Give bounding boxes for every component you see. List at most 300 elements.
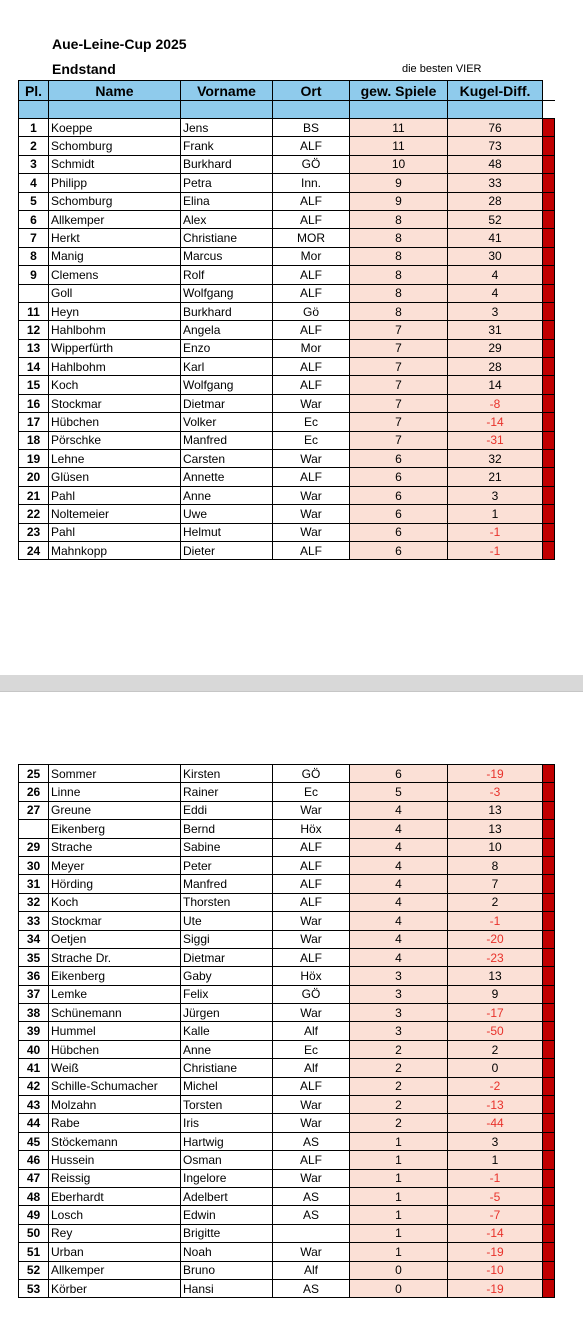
- vorname-cell: Christiane: [181, 1059, 273, 1077]
- place-cell: 40: [19, 1040, 49, 1058]
- place-cell: 19: [19, 450, 49, 468]
- diff-cell: 76: [448, 119, 543, 137]
- vorname-cell: Manfred: [181, 431, 273, 449]
- spiele-cell: 8: [350, 266, 448, 284]
- diff-cell: -20: [448, 930, 543, 948]
- red-marker: [543, 1132, 555, 1150]
- name-cell: Hübchen: [49, 413, 181, 431]
- red-marker: [543, 1279, 555, 1297]
- diff-cell: 73: [448, 137, 543, 155]
- red-marker: [543, 838, 555, 856]
- vorname-cell: Anne: [181, 486, 273, 504]
- ort-cell: War: [273, 1243, 350, 1261]
- table-row: [19, 856, 555, 874]
- standings-table-1: [18, 80, 555, 560]
- red-marker: [543, 431, 555, 449]
- diff-cell: 13: [448, 820, 543, 838]
- ort-cell: GÖ: [273, 155, 350, 173]
- col-header-name: Name: [49, 81, 181, 101]
- place-cell: 47: [19, 1169, 49, 1187]
- red-marker: [543, 376, 555, 394]
- table-row: [19, 930, 555, 948]
- spiele-cell: 7: [350, 376, 448, 394]
- name-cell: Pahl: [49, 486, 181, 504]
- place-cell: 20: [19, 468, 49, 486]
- page-subtitle: Endstand: [52, 61, 116, 77]
- table-row: [19, 1096, 555, 1114]
- name-cell: Sommer: [49, 765, 181, 783]
- name-cell: Linne: [49, 783, 181, 801]
- red-marker: [543, 820, 555, 838]
- diff-cell: 33: [448, 174, 543, 192]
- place-cell: 12: [19, 321, 49, 339]
- table-row: [19, 137, 555, 155]
- diff-cell: -19: [448, 1243, 543, 1261]
- place-cell: 23: [19, 523, 49, 541]
- red-marker: [543, 210, 555, 228]
- vorname-cell: Sabine: [181, 838, 273, 856]
- place-cell: 44: [19, 1114, 49, 1132]
- diff-cell: 7: [448, 875, 543, 893]
- diff-cell: -50: [448, 1022, 543, 1040]
- vorname-cell: Kirsten: [181, 765, 273, 783]
- table-row: [19, 1261, 555, 1279]
- diff-cell: -44: [448, 1114, 543, 1132]
- vorname-cell: Osman: [181, 1151, 273, 1169]
- name-cell: Körber: [49, 1279, 181, 1297]
- spiele-cell: 6: [350, 505, 448, 523]
- header-row: [19, 81, 555, 101]
- vorname-cell: Adelbert: [181, 1187, 273, 1205]
- table-row: [19, 505, 555, 523]
- name-cell: Weiß: [49, 1059, 181, 1077]
- table-row: [19, 210, 555, 228]
- vorname-cell: Volker: [181, 413, 273, 431]
- spiele-cell: 1: [350, 1224, 448, 1242]
- place-cell: 30: [19, 856, 49, 874]
- spiele-cell: 4: [350, 912, 448, 930]
- name-cell: Strache: [49, 838, 181, 856]
- name-cell: Greune: [49, 801, 181, 819]
- place-cell: 51: [19, 1243, 49, 1261]
- vorname-cell: Anne: [181, 1040, 273, 1058]
- table-row: [19, 192, 555, 210]
- name-cell: Hummel: [49, 1022, 181, 1040]
- red-marker: [543, 765, 555, 783]
- vorname-cell: Bruno: [181, 1261, 273, 1279]
- name-cell: Lemke: [49, 985, 181, 1003]
- place-cell: 2: [19, 137, 49, 155]
- name-cell: Eikenberg: [49, 967, 181, 985]
- place-cell: 21: [19, 486, 49, 504]
- diff-cell: -1: [448, 541, 543, 559]
- place-cell: 53: [19, 1279, 49, 1297]
- spiele-cell: 7: [350, 358, 448, 376]
- place-cell: 45: [19, 1132, 49, 1150]
- place-cell: 1: [19, 119, 49, 137]
- vorname-cell: Edwin: [181, 1206, 273, 1224]
- ort-cell: Ec: [273, 431, 350, 449]
- spiele-cell: 0: [350, 1261, 448, 1279]
- ort-cell: War: [273, 486, 350, 504]
- diff-cell: 9: [448, 985, 543, 1003]
- name-cell: Hörding: [49, 875, 181, 893]
- spiele-cell: 7: [350, 339, 448, 357]
- place-cell: 16: [19, 394, 49, 412]
- spiele-cell: 4: [350, 875, 448, 893]
- vorname-cell: Christiane: [181, 229, 273, 247]
- name-cell: Hübchen: [49, 1040, 181, 1058]
- name-cell: Glüsen: [49, 468, 181, 486]
- red-marker: [543, 229, 555, 247]
- spiele-cell: 4: [350, 930, 448, 948]
- vorname-cell: Dieter: [181, 541, 273, 559]
- place-cell: 9: [19, 266, 49, 284]
- table-row: [19, 229, 555, 247]
- vorname-cell: Rainer: [181, 783, 273, 801]
- diff-cell: -23: [448, 948, 543, 966]
- red-marker: [543, 1114, 555, 1132]
- ort-cell: War: [273, 1096, 350, 1114]
- diff-cell: -10: [448, 1261, 543, 1279]
- name-cell: Hussein: [49, 1151, 181, 1169]
- vorname-cell: Marcus: [181, 247, 273, 265]
- vorname-cell: Noah: [181, 1243, 273, 1261]
- red-marker: [543, 321, 555, 339]
- name-cell: Losch: [49, 1206, 181, 1224]
- diff-cell: -3: [448, 783, 543, 801]
- place-cell: 46: [19, 1151, 49, 1169]
- table-row: [19, 376, 555, 394]
- red-marker: [543, 1004, 555, 1022]
- ort-cell: Mor: [273, 247, 350, 265]
- name-cell: Heyn: [49, 302, 181, 320]
- table-row: [19, 119, 555, 137]
- diff-cell: 14: [448, 376, 543, 394]
- diff-cell: 31: [448, 321, 543, 339]
- red-marker: [543, 856, 555, 874]
- spiele-cell: 9: [350, 174, 448, 192]
- vorname-cell: Manfred: [181, 875, 273, 893]
- place-cell: 31: [19, 875, 49, 893]
- ort-cell: [273, 1224, 350, 1242]
- name-cell: Allkemper: [49, 1261, 181, 1279]
- table-row: [19, 801, 555, 819]
- place-cell: 49: [19, 1206, 49, 1224]
- spiele-cell: 6: [350, 468, 448, 486]
- diff-cell: 3: [448, 486, 543, 504]
- place-cell: 25: [19, 765, 49, 783]
- vorname-cell: Jürgen: [181, 1004, 273, 1022]
- red-marker: [543, 1224, 555, 1242]
- spiele-cell: 11: [350, 137, 448, 155]
- vorname-cell: Carsten: [181, 450, 273, 468]
- ort-cell: Alf: [273, 1059, 350, 1077]
- red-marker: [543, 948, 555, 966]
- spiele-cell: 3: [350, 1022, 448, 1040]
- place-cell: 48: [19, 1187, 49, 1205]
- diff-cell: -14: [448, 413, 543, 431]
- col-header-pl: Pl.: [19, 81, 49, 101]
- ort-cell: ALF: [273, 948, 350, 966]
- name-cell: Mahnkopp: [49, 541, 181, 559]
- diff-cell: 3: [448, 1132, 543, 1150]
- ort-cell: ALF: [273, 541, 350, 559]
- page-title: Aue-Leine-Cup 2025: [52, 36, 187, 52]
- red-marker: [543, 912, 555, 930]
- page-separator: [0, 675, 583, 691]
- table-row: [19, 413, 555, 431]
- vorname-cell: Ingelore: [181, 1169, 273, 1187]
- red-marker: [543, 413, 555, 431]
- diff-cell: 13: [448, 801, 543, 819]
- ort-cell: ALF: [273, 266, 350, 284]
- red-marker: [543, 1040, 555, 1058]
- table-row: [19, 912, 555, 930]
- vorname-cell: Karl: [181, 358, 273, 376]
- ort-cell: ALF: [273, 838, 350, 856]
- vorname-cell: Bernd: [181, 820, 273, 838]
- diff-cell: 41: [448, 229, 543, 247]
- ort-cell: GÖ: [273, 985, 350, 1003]
- spiele-cell: 3: [350, 1004, 448, 1022]
- ort-cell: ALF: [273, 376, 350, 394]
- red-marker: [543, 468, 555, 486]
- table-row: [19, 174, 555, 192]
- table-row: [19, 1243, 555, 1261]
- ort-cell: GÖ: [273, 765, 350, 783]
- col-header-ort: Ort: [273, 81, 350, 101]
- vorname-cell: Rolf: [181, 266, 273, 284]
- vorname-cell: Dietmar: [181, 394, 273, 412]
- spiele-cell: 2: [350, 1040, 448, 1058]
- vorname-cell: Uwe: [181, 505, 273, 523]
- diff-cell: 52: [448, 210, 543, 228]
- table-row: [19, 820, 555, 838]
- ort-cell: Gö: [273, 302, 350, 320]
- red-marker: [543, 783, 555, 801]
- vorname-cell: Wolfgang: [181, 376, 273, 394]
- name-cell: Oetjen: [49, 930, 181, 948]
- spiele-cell: 8: [350, 210, 448, 228]
- name-cell: Schünemann: [49, 1004, 181, 1022]
- ort-cell: ALF: [273, 284, 350, 302]
- table-row: [19, 967, 555, 985]
- vorname-cell: Burkhard: [181, 155, 273, 173]
- vorname-cell: Frank: [181, 137, 273, 155]
- diff-cell: 21: [448, 468, 543, 486]
- vorname-cell: Gaby: [181, 967, 273, 985]
- table-row: [19, 302, 555, 320]
- diff-cell: -2: [448, 1077, 543, 1095]
- spiele-cell: 4: [350, 948, 448, 966]
- ort-cell: War: [273, 801, 350, 819]
- spiele-cell: 2: [350, 1114, 448, 1132]
- ort-cell: Alf: [273, 1261, 350, 1279]
- vorname-cell: Angela: [181, 321, 273, 339]
- vorname-cell: Jens: [181, 119, 273, 137]
- red-marker: [543, 801, 555, 819]
- vorname-cell: Peter: [181, 856, 273, 874]
- place-cell: 50: [19, 1224, 49, 1242]
- name-cell: Pörschke: [49, 431, 181, 449]
- red-marker: [543, 155, 555, 173]
- place-cell: 32: [19, 893, 49, 911]
- red-marker: [543, 1261, 555, 1279]
- red-marker: [543, 930, 555, 948]
- vorname-cell: Alex: [181, 210, 273, 228]
- spiele-cell: 1: [350, 1132, 448, 1150]
- diff-cell: -7: [448, 1206, 543, 1224]
- ort-cell: ALF: [273, 893, 350, 911]
- header-spacer: [543, 81, 555, 101]
- vorname-cell: Kalle: [181, 1022, 273, 1040]
- spiele-cell: 6: [350, 765, 448, 783]
- red-marker: [543, 339, 555, 357]
- ort-cell: Höx: [273, 967, 350, 985]
- name-cell: Koeppe: [49, 119, 181, 137]
- vorname-cell: Annette: [181, 468, 273, 486]
- table-row: [19, 783, 555, 801]
- name-cell: Hahlbohm: [49, 358, 181, 376]
- name-cell: Reissig: [49, 1169, 181, 1187]
- spiele-cell: 2: [350, 1059, 448, 1077]
- table-row: [19, 1114, 555, 1132]
- table-row: [19, 1077, 555, 1095]
- spiele-cell: 2: [350, 1096, 448, 1114]
- diff-cell: 2: [448, 1040, 543, 1058]
- diff-cell: -1: [448, 523, 543, 541]
- table-row: [19, 1279, 555, 1297]
- name-cell: Herkt: [49, 229, 181, 247]
- place-cell: [19, 820, 49, 838]
- col-header-vorname: Vorname: [181, 81, 273, 101]
- table-row: [19, 394, 555, 412]
- red-marker: [543, 302, 555, 320]
- name-cell: Schomburg: [49, 192, 181, 210]
- diff-cell: 10: [448, 838, 543, 856]
- spiele-cell: 8: [350, 229, 448, 247]
- best-four-note: die besten VIER: [402, 63, 482, 75]
- spiele-cell: 1: [350, 1243, 448, 1261]
- page-separator-line: [0, 691, 583, 692]
- vorname-cell: Petra: [181, 174, 273, 192]
- table-row: [19, 450, 555, 468]
- ort-cell: Ec: [273, 413, 350, 431]
- table-row: [19, 875, 555, 893]
- spiele-cell: 9: [350, 192, 448, 210]
- name-cell: Lehne: [49, 450, 181, 468]
- ort-cell: ALF: [273, 321, 350, 339]
- name-cell: Stockmar: [49, 394, 181, 412]
- diff-cell: -8: [448, 394, 543, 412]
- table-row: [19, 1040, 555, 1058]
- spiele-cell: 6: [350, 486, 448, 504]
- standings-table-2: [18, 764, 555, 1298]
- place-cell: 11: [19, 302, 49, 320]
- diff-cell: -1: [448, 1169, 543, 1187]
- name-cell: Urban: [49, 1243, 181, 1261]
- spiele-cell: 10: [350, 155, 448, 173]
- name-cell: Rabe: [49, 1114, 181, 1132]
- table-row: [19, 431, 555, 449]
- name-cell: Eberhardt: [49, 1187, 181, 1205]
- vorname-cell: Hartwig: [181, 1132, 273, 1150]
- diff-cell: 28: [448, 192, 543, 210]
- spiele-cell: 1: [350, 1169, 448, 1187]
- place-cell: 39: [19, 1022, 49, 1040]
- diff-cell: 30: [448, 247, 543, 265]
- diff-cell: 1: [448, 1151, 543, 1169]
- place-cell: 37: [19, 985, 49, 1003]
- spiele-cell: 7: [350, 321, 448, 339]
- table-row: [19, 1169, 555, 1187]
- place-cell: 17: [19, 413, 49, 431]
- red-marker: [543, 875, 555, 893]
- table-row: [19, 155, 555, 173]
- red-marker: [543, 486, 555, 504]
- blank-header-row: [19, 101, 555, 119]
- name-cell: Eikenberg: [49, 820, 181, 838]
- name-cell: Rey: [49, 1224, 181, 1242]
- red-marker: [543, 174, 555, 192]
- place-cell: 15: [19, 376, 49, 394]
- diff-cell: -14: [448, 1224, 543, 1242]
- table-row: [19, 541, 555, 559]
- place-cell: 13: [19, 339, 49, 357]
- red-marker: [543, 985, 555, 1003]
- ort-cell: AS: [273, 1187, 350, 1205]
- vorname-cell: Hansi: [181, 1279, 273, 1297]
- name-cell: Schmidt: [49, 155, 181, 173]
- red-marker: [543, 1096, 555, 1114]
- ort-cell: Inn.: [273, 174, 350, 192]
- red-marker: [543, 137, 555, 155]
- red-marker: [543, 893, 555, 911]
- spiele-cell: 3: [350, 967, 448, 985]
- ort-cell: ALF: [273, 468, 350, 486]
- red-marker: [543, 505, 555, 523]
- red-marker: [543, 119, 555, 137]
- place-cell: 41: [19, 1059, 49, 1077]
- place-cell: 7: [19, 229, 49, 247]
- ort-cell: BS: [273, 119, 350, 137]
- diff-cell: -5: [448, 1187, 543, 1205]
- table-row: [19, 893, 555, 911]
- ort-cell: ALF: [273, 137, 350, 155]
- ort-cell: ALF: [273, 1077, 350, 1095]
- red-marker: [543, 1059, 555, 1077]
- diff-cell: 4: [448, 284, 543, 302]
- ort-cell: War: [273, 912, 350, 930]
- spiele-cell: 4: [350, 838, 448, 856]
- place-cell: 8: [19, 247, 49, 265]
- place-cell: 4: [19, 174, 49, 192]
- diff-cell: 48: [448, 155, 543, 173]
- red-marker: [543, 541, 555, 559]
- red-marker: [543, 1206, 555, 1224]
- table-row: [19, 523, 555, 541]
- spiele-cell: 5: [350, 783, 448, 801]
- ort-cell: AS: [273, 1206, 350, 1224]
- table-row: [19, 1206, 555, 1224]
- ort-cell: War: [273, 1169, 350, 1187]
- red-marker: [543, 358, 555, 376]
- vorname-cell: Felix: [181, 985, 273, 1003]
- red-marker: [543, 967, 555, 985]
- ort-cell: War: [273, 523, 350, 541]
- table-row: [19, 284, 555, 302]
